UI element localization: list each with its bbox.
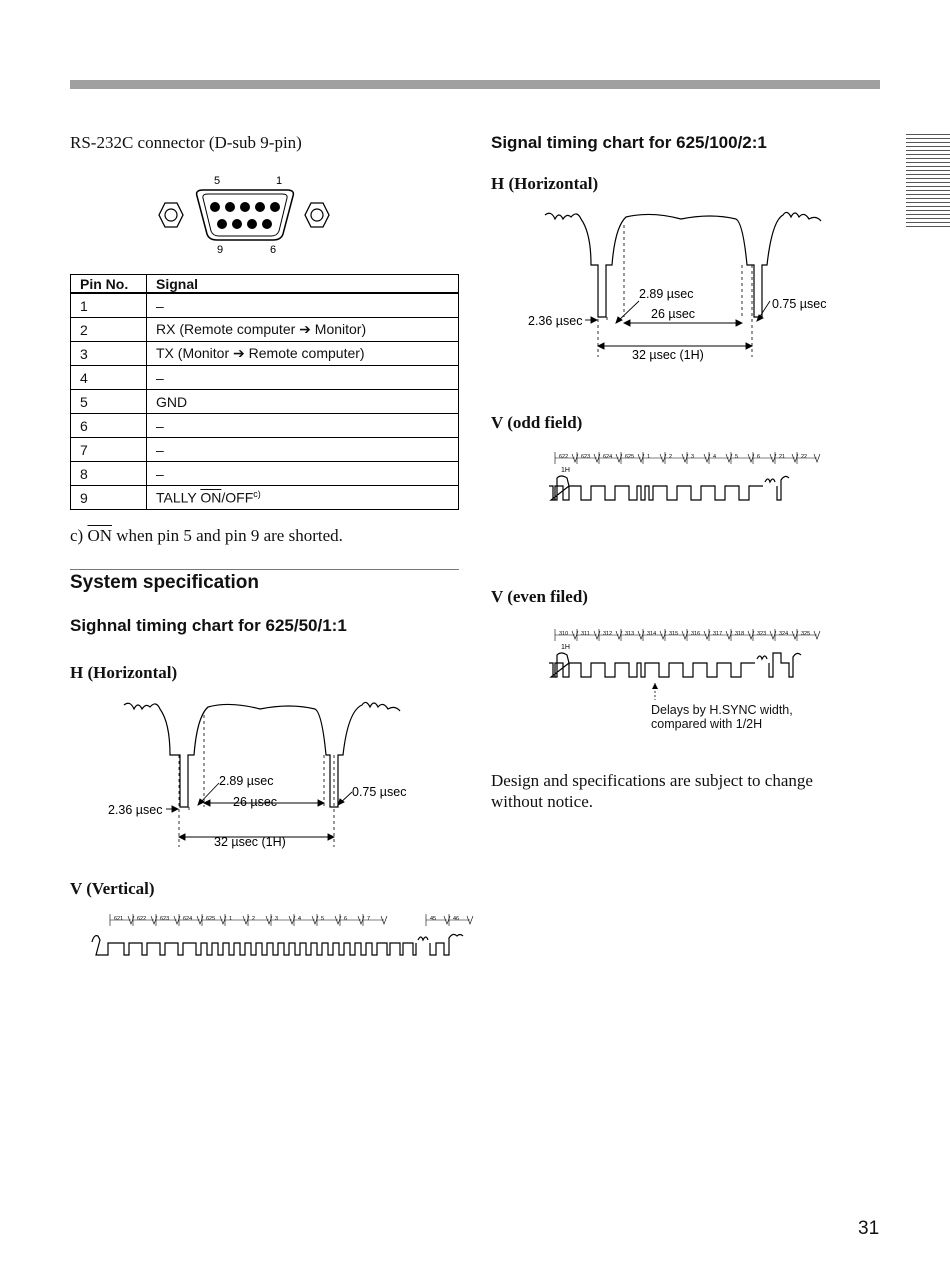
line-number-label: 5 [321,916,325,922]
one-h-label-even: 1H [561,644,570,651]
period-label-100: 32 µsec (1H) [632,348,704,362]
notice-text: Design and specifications are subject to change without notice. [491,771,813,811]
back-porch-label-100: 0.75 µsec [772,297,827,311]
line-number-label: 3 [275,916,279,922]
line-number-label: 1 [229,916,233,922]
line-number-label: 22 [801,454,808,460]
section-divider [70,569,459,570]
pin-assignment-table [70,274,459,510]
line-number-label: 621 [114,916,124,922]
h-timing-diagram-50 [100,695,420,855]
page-number: 31 [858,1218,880,1239]
line-number-label: 625 [625,454,635,460]
line-number-label: 5 [735,454,739,460]
h-timing-diagram-100 [521,205,841,365]
line-number-label: 325 [801,631,811,637]
pin-label-5: 5 [214,175,221,187]
line-number-label: 312 [603,631,613,637]
v-even-heading: V (even filed) [491,587,588,606]
front-porch-label: 2.89 µsec [219,774,274,788]
pin-label-9: 9 [217,244,224,256]
system-spec-heading: System specification [70,572,260,593]
v-odd-heading: V (odd field) [491,413,583,432]
pin-label-1: 1 [276,175,283,187]
h-horizontal-heading-right: H (Horizontal) [491,174,599,193]
sync-width-label-100: 2.36 µsec [528,314,583,328]
line-number-label: 4 [713,454,717,460]
chart100-heading: Signal timing chart for 625/100/2:1 [491,133,767,152]
sync-width-label: 2.36 µsec [108,803,163,817]
line-number-label: 6 [344,916,348,922]
line-number-label: 3 [691,454,695,460]
line-number-label: 313 [625,631,635,637]
line-number-label: 324 [779,631,789,637]
line-number-label: 6 [757,454,761,460]
line-number-label: 623 [581,454,591,460]
line-number-label: 318 [735,631,745,637]
back-porch-label: 0.75 µsec [352,785,407,799]
line-number-label: 316 [691,631,701,637]
delay-note: Delays by H.SYNC width, compared with 1/2H [651,703,793,731]
line-number-label: 317 [713,631,723,637]
line-number-label: 314 [647,631,657,637]
one-h-label-odd: 1H [561,467,570,474]
v-odd-field-diagram [545,448,835,508]
connector-caption: RS-232C connector (D-sub 9-pin) [70,133,302,152]
v-vertical-diagram [90,910,460,965]
line-number-label: 622 [559,454,569,460]
line-number-label: 4 [298,916,302,922]
active-width-label: 26 µsec [233,795,278,809]
dsub9-connector-diagram [155,170,340,260]
line-number-label: 46 [453,916,460,922]
v-even-field-diagram [545,625,835,700]
line-number-label: 21 [779,454,786,460]
table-row: 8 – [71,462,459,486]
period-label: 32 µsec (1H) [214,835,286,849]
line-number-label: 1 [647,454,651,460]
pin-no-header: Pin No. [71,275,147,294]
line-number-label: 315 [669,631,679,637]
table-row: 9 TALLY $\overline{ON}/OFF^{c)}$ [71,486,459,510]
table-row: 6 – [71,414,459,438]
table-row: 7 – [71,438,459,462]
line-number-label: 625 [206,916,216,922]
footnote: c) $\overline{ON}$ when pin 5 and pin 9 are shorted. [70,526,343,545]
table-row: 1 – [71,293,459,318]
line-number-label: 623 [160,916,170,922]
section-edge-tab [906,134,950,228]
table-row: 2 RX (Remote computer ➔ Monitor) [71,318,459,342]
h-horizontal-heading-left: H (Horizontal) [70,663,178,682]
table-row: 5 GND [71,390,459,414]
line-number-label: 45 [430,916,437,922]
line-number-label: 624 [603,454,613,460]
table-row: 4 – [71,366,459,390]
line-number-label: 2 [669,454,673,460]
header-rule [70,80,880,89]
pin-label-6: 6 [270,244,277,256]
front-porch-label-100: 2.89 µsec [639,287,694,301]
line-number-label: 323 [757,631,767,637]
line-number-label: 2 [252,916,256,922]
active-width-label-100: 26 µsec [651,307,696,321]
line-number-label: 7 [367,916,371,922]
line-number-label: 624 [183,916,193,922]
v-vertical-heading: V (Vertical) [70,879,155,898]
line-number-label: 310 [559,631,569,637]
signal-header: Signal [147,275,459,294]
table-row: 3 TX (Monitor ➔ Remote computer) [71,342,459,366]
chart50-heading: Sighnal timing chart for 625/50/1:1 [70,616,347,635]
line-number-label: 622 [137,916,147,922]
line-number-label: 311 [581,631,590,637]
